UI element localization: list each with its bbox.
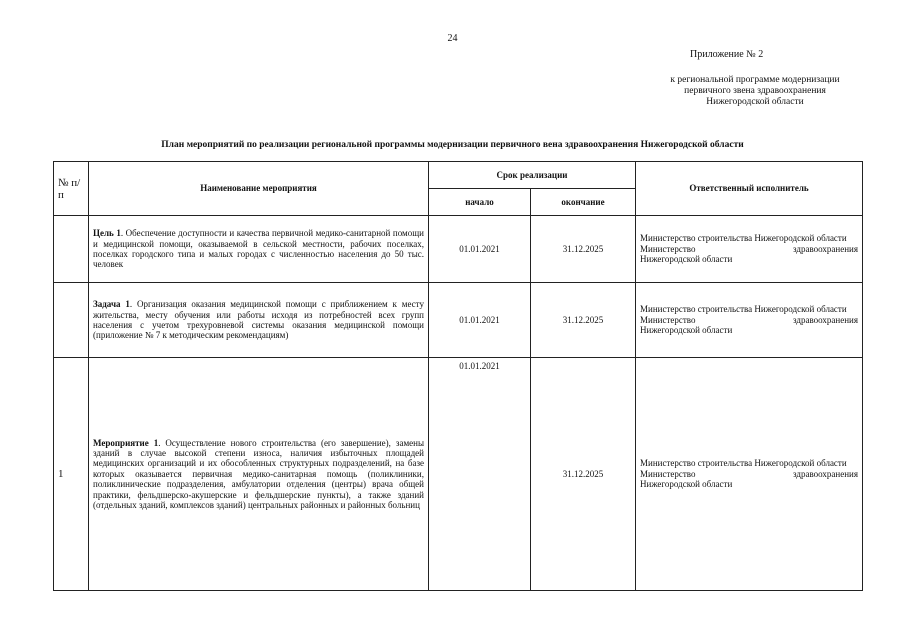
row-end-date: 31.12.2025 <box>531 358 636 591</box>
responsible-word: здравоохранения <box>792 243 858 254</box>
appendix-subtitle <box>630 75 880 108</box>
document-title: План мероприятий по реализации региональной программы модернизации первичного вена здравоохранения Нижегородской области <box>161 140 744 150</box>
responsible-line <box>640 469 858 479</box>
table-row <box>54 216 863 283</box>
header-period: Срок реализации <box>429 162 636 189</box>
row-responsible <box>636 358 863 591</box>
row-responsible <box>636 216 863 283</box>
row-text: . Организация оказания медицинской помощи с приближением к месту жительства, месту обучения или работы исходя из потребностей всех групп населения с учетом трехуровневой системы оказания медицинской помощи (приложение № 7 к методическим рекомендациям) <box>93 299 424 341</box>
responsible-line <box>640 315 858 325</box>
row-number <box>54 216 89 283</box>
responsible-word: Министерство <box>640 468 696 479</box>
row-start-date: 01.01.2021 <box>429 283 531 358</box>
responsible-word: Министерство <box>640 243 696 254</box>
header-start: начало <box>429 189 531 216</box>
responsible-word: здравоохранения <box>792 468 858 479</box>
table-row <box>54 358 863 591</box>
responsible-line <box>640 244 858 254</box>
responsible-line: Министерство строительства Нижегородской области <box>640 304 847 315</box>
appendix-line: к региональной программе модернизации <box>670 75 840 85</box>
action-plan-table <box>53 161 863 591</box>
header-responsible: Ответственный исполнитель <box>636 162 863 216</box>
appendix-line: первичного звена здравоохранения <box>684 86 826 96</box>
row-text: . Обеспечение доступности и качества первичной медико-санитарной помощи и медицинской помощи, оказываемой в сельской местности, рабочих поселках, поселках городского типа и малых городах с численностью населения до 50 тыс. человек <box>93 228 424 270</box>
row-number <box>54 283 89 358</box>
responsible-line: Нижегородской области <box>640 325 733 336</box>
page-number: 24 <box>447 33 458 44</box>
row-start-date: 01.01.2021 <box>429 216 531 283</box>
row-label: Цель 1 <box>93 228 121 239</box>
responsible-line: Министерство строительства Нижегородской области <box>640 233 847 244</box>
row-end-date: 31.12.2025 <box>531 216 636 283</box>
row-text: . Осуществление нового строительства (его завершение), замены зданий в случае высокой степени износа, наличия избыточных площадей медицинских организаций и их обособленных структурных подразделений, на базе которых оказывается первичная медико-санитарная помощь (поликлиники, поликлинические подразделения, амбулатории отделения (центры) врача общей практики, фельдшерско-акушерские и фельдшерские пункты), а также зданий (отдельных зданий, комплексов зданий) центральных районных и районных больниц <box>93 437 424 511</box>
responsible-word: здравоохранения <box>792 314 858 325</box>
row-description <box>89 358 429 591</box>
row-description <box>89 283 429 358</box>
row-number: 1 <box>54 358 89 591</box>
row-responsible <box>636 283 863 358</box>
row-label: Мероприятие 1 <box>93 437 159 448</box>
header-name: Наименование мероприятия <box>89 162 429 216</box>
responsible-line: Министерство строительства Нижегородской области <box>640 458 847 469</box>
responsible-line: Нижегородской области <box>640 479 733 490</box>
row-end-date: 31.12.2025 <box>531 283 636 358</box>
responsible-word: Министерство <box>640 314 696 325</box>
table-header-row <box>54 162 863 189</box>
responsible-line: Нижегородской области <box>640 254 733 265</box>
row-description <box>89 216 429 283</box>
header-end: окончание <box>531 189 636 216</box>
appendix-line: Нижегородской области <box>706 97 804 107</box>
row-label: Задача 1 <box>93 299 130 310</box>
table-row <box>54 283 863 358</box>
header-number: № п/п <box>54 162 89 216</box>
appendix-title: Приложение № 2 <box>690 49 764 60</box>
row-start-date: 01.01.2021 <box>429 358 531 591</box>
